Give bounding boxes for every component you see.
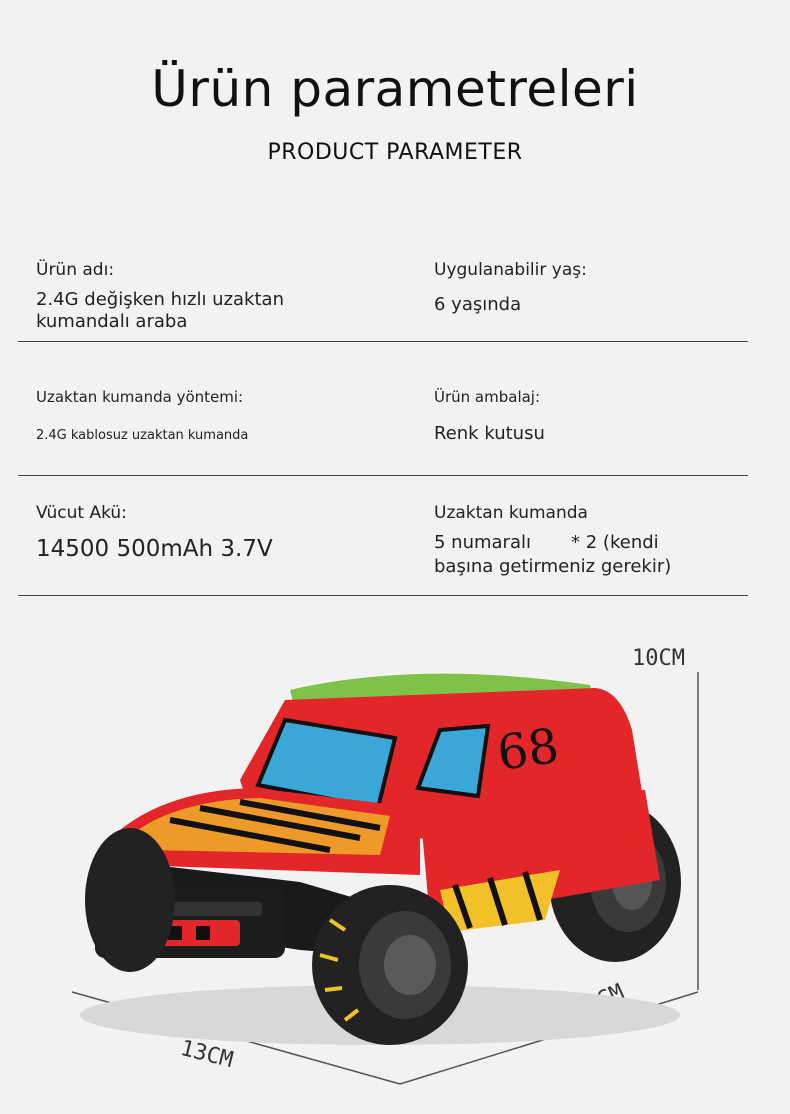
product-name-value-line2: kumandalı araba [36, 311, 188, 332]
age-label: Uygulanabilir yaş: [434, 260, 587, 280]
front-wheel [312, 885, 468, 1045]
height-dimension-label: 10CM [632, 646, 685, 671]
product-name-value-line1: 2.4G değişken hızlı uzaktan [36, 289, 284, 310]
svg-text:68: 68 [493, 717, 563, 782]
divider [18, 475, 748, 476]
remote-value-line1: 5 numaralı * 2 (kendi [434, 532, 659, 553]
page-subtitle: PRODUCT PARAMETER [267, 140, 523, 165]
packaging-value: Renk kutusu [434, 423, 545, 444]
rc-car-illustration [0, 620, 790, 1114]
page-title: Ürün parametreleri [151, 60, 639, 118]
front-left-wheel [85, 828, 175, 972]
width-dimension-label: 13CM [177, 1036, 236, 1074]
age-value: 6 yaşında [434, 294, 522, 315]
remote-label: Uzaktan kumanda [434, 503, 588, 523]
battery-value: 14500 500mAh 3.7V [36, 536, 273, 562]
product-name-label: Ürün adı: [36, 260, 115, 280]
control-method-value: 2.4G kablosuz uzaktan kumanda [36, 428, 249, 443]
packaging-label: Ürün ambalaj: [434, 388, 541, 406]
divider [18, 341, 748, 342]
control-method-label: Uzaktan kumanda yöntemi: [36, 388, 244, 406]
divider [18, 595, 748, 596]
battery-label: Vücut Akü: [36, 503, 127, 523]
remote-value-line2: başına getirmeniz gerekir) [434, 556, 672, 577]
